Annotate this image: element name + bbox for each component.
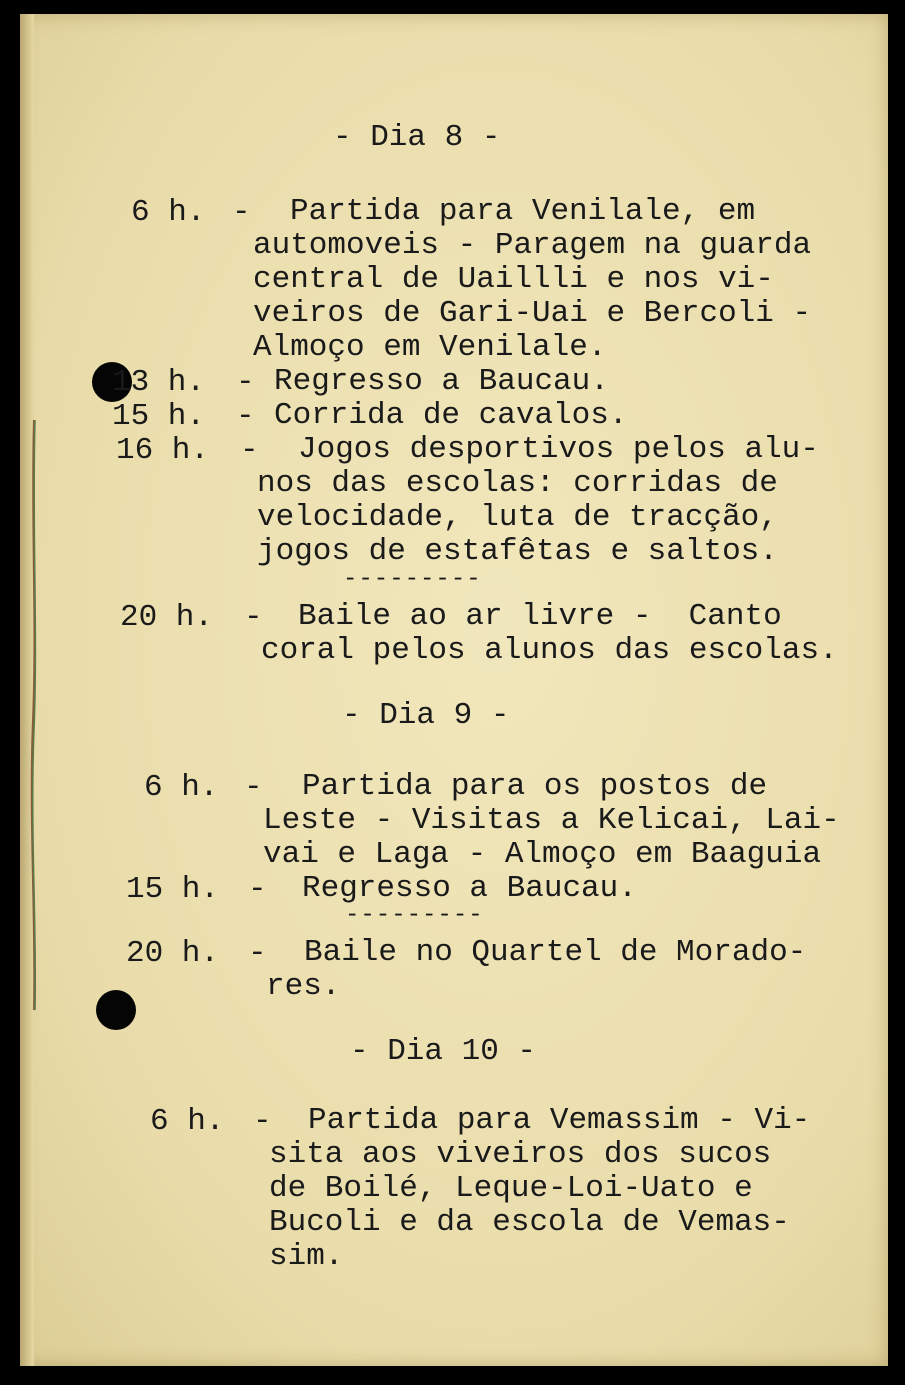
entry-time: 20 h. [120, 600, 214, 635]
entry-time: 15 h. [112, 399, 206, 434]
entry-line: Baile ao ar livre - Canto [298, 599, 782, 634]
entry-line: Partida para os postos de [302, 769, 768, 804]
entry-line: de Boilé, Leque-Loi-Uato e [269, 1171, 753, 1206]
entry-line: Regresso a Baucau. [302, 871, 637, 906]
day-10-title: - Dia 10 - [350, 1034, 537, 1069]
day-8-title: - Dia 8 - [333, 120, 501, 155]
entry-dash: - [248, 936, 267, 971]
entry-time: 6 h. [144, 770, 219, 805]
entry-time: 13 h. [112, 365, 206, 400]
entry-line: coral pelos alunos das escolas. [261, 633, 838, 668]
entry-time: 20 h. [126, 936, 220, 971]
entry-dash: - [253, 1104, 272, 1139]
entry-line: central de Uaillli e nos vi- [253, 262, 774, 297]
entry-line: Corrida de cavalos. [274, 398, 628, 433]
entry-line: Baile no Quartel de Morado- [304, 935, 807, 970]
entry-line: automoveis - Paragem na guarda [253, 228, 812, 263]
entry-dash: - [232, 195, 251, 230]
entry-time: 16 h. [116, 433, 210, 468]
separator: --------- [343, 566, 482, 593]
entry-dash: - [248, 872, 267, 907]
entry-line: sim. [269, 1239, 344, 1274]
entry-dash: - [244, 600, 263, 635]
separator: --------- [345, 902, 484, 929]
entry-line: Bucoli e da escola de Vemas- [269, 1205, 790, 1240]
entry-dash: - [244, 770, 263, 805]
entry-line: sita aos viveiros dos sucos [269, 1137, 772, 1172]
punch-hole [96, 990, 136, 1030]
day-9-title: - Dia 9 - [342, 698, 510, 733]
entry-time: 6 h. [150, 1104, 225, 1139]
entry-line: res. [266, 969, 341, 1004]
entry-line: velocidade, luta de tracção, [257, 500, 778, 535]
entry-dash: - [236, 365, 255, 400]
entry-line: jogos de estafêtas e saltos. [257, 534, 778, 569]
entry-dash: - [240, 433, 259, 468]
entry-line: nos das escolas: corridas de [257, 466, 778, 501]
entry-time: 6 h. [131, 195, 206, 230]
entry-line: veiros de Gari-Uai e Bercoli - [253, 296, 812, 331]
entry-line: Jogos desportivos pelos alu- [298, 432, 819, 467]
entry-time: 15 h. [126, 872, 220, 907]
entry-dash: - [236, 399, 255, 434]
binding-thread [29, 420, 39, 1010]
entry-line: Leste - Visitas a Kelicai, Lai- [263, 803, 840, 838]
entry-line: Almoço em Venilale. [253, 330, 607, 365]
entry-line: Partida para Vemassim - Vi- [308, 1103, 811, 1138]
entry-line: Partida para Venilale, em [290, 194, 756, 229]
entry-line: vai e Laga - Almoço em Baaguia [263, 837, 822, 872]
entry-line: Regresso a Baucau. [274, 364, 609, 399]
